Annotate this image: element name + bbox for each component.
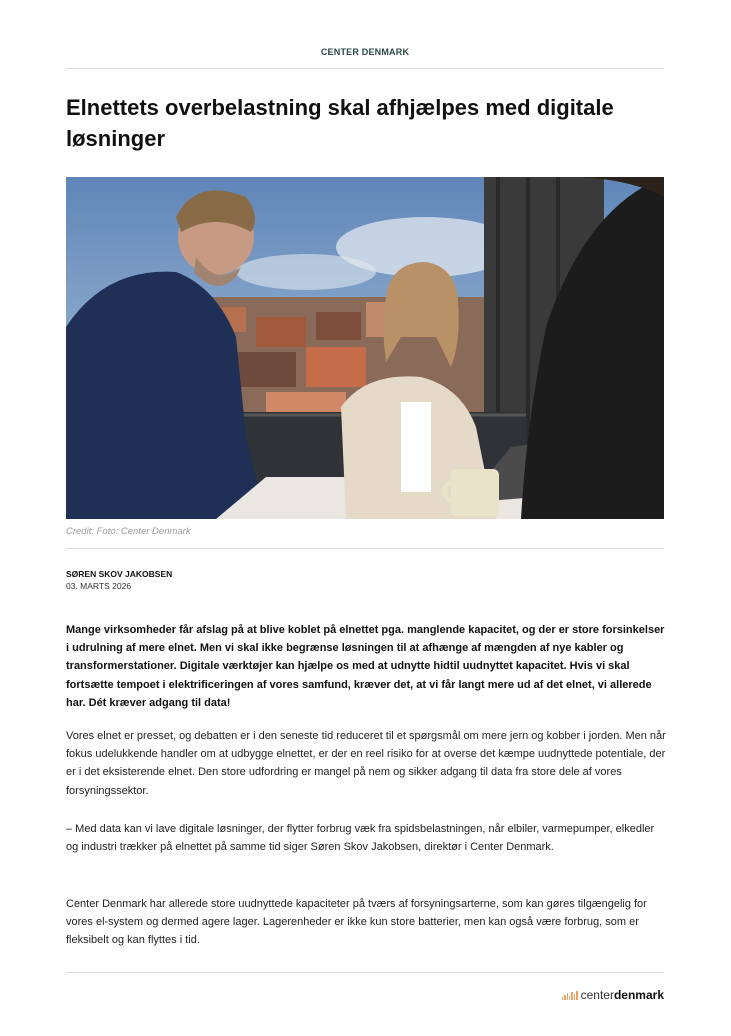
author-name: SØREN SKOV JAKOBSEN: [66, 569, 173, 579]
center-denmark-logo: [562, 988, 664, 1002]
logo-text-denmark: denmark: [613, 988, 664, 1002]
credit-divider: [66, 548, 664, 549]
article-lead: Mange virksomheder får afslag på at blive koblet på elnettet pga. manglende kapacitet, og der er store forsinkelser i udrulning af mere elnet. Men vi skal ikke begrænse løsningen til at afhænge af mængden af nye kabler og transformerstationer. Digitale værktøjer kan hjælpe os med at udnytte hidtil uudnyttet kapacitet. Hvis vi skal fortsætte tempoet i elektrificeringen af vores samfund, kræver det, at vi får langt mere ud af det elnet, vi allerede har. Dét kræver adgang til data!: [66, 624, 665, 709]
body-paragraph: – Med data kan vi lave digitale løsninger, der flytter forbrug væk fra spidsbelastningen, når elbiler, varmepumper, elkedler og industri trækker på elnettet på samme tid siger Søren Skov Jakobsen, direktør i Center Denmark.: [66, 823, 655, 854]
body-paragraph: Vores elnet er presset, og debatten er i den seneste tid reduceret til et spørgsmål om mere jern og kobber i jorden. Men når fokus udelukkende handler om at udbygge elnettet, er der en reel risiko for at overse det kæmpe uudnyttede potentiale, der er i det eksisterende elnet. Den store udfordring er mangel på nem og sikker adgang til data fra store dele af vores forsyningssektor.: [66, 730, 666, 797]
site-label: CENTER DENMARK: [320, 47, 410, 57]
logo-bars-icon: [562, 990, 578, 1000]
article-photo: [66, 177, 664, 519]
logo-text-center: center: [580, 988, 614, 1002]
article-title: Elnettets overbelastning skal afhjælpes med digitale løsninger: [66, 95, 614, 151]
image-credit: Credit: Foto: Center Denmark: [66, 526, 191, 537]
publish-date: 03. MARTS 2026: [66, 581, 132, 591]
footer-divider: [66, 972, 664, 973]
body-paragraph: Center Denmark har allerede store uudnyttede kapaciteter på tværs af forsyningsarterne, som kan gøres tilgængelig for vores el-system og dermed agere lager. Lagerenheder er ikke kun store batterier, men kan også være forbrug, som er fleksibelt og kan flyttes i tid.: [66, 898, 647, 947]
header-divider: [66, 68, 664, 69]
